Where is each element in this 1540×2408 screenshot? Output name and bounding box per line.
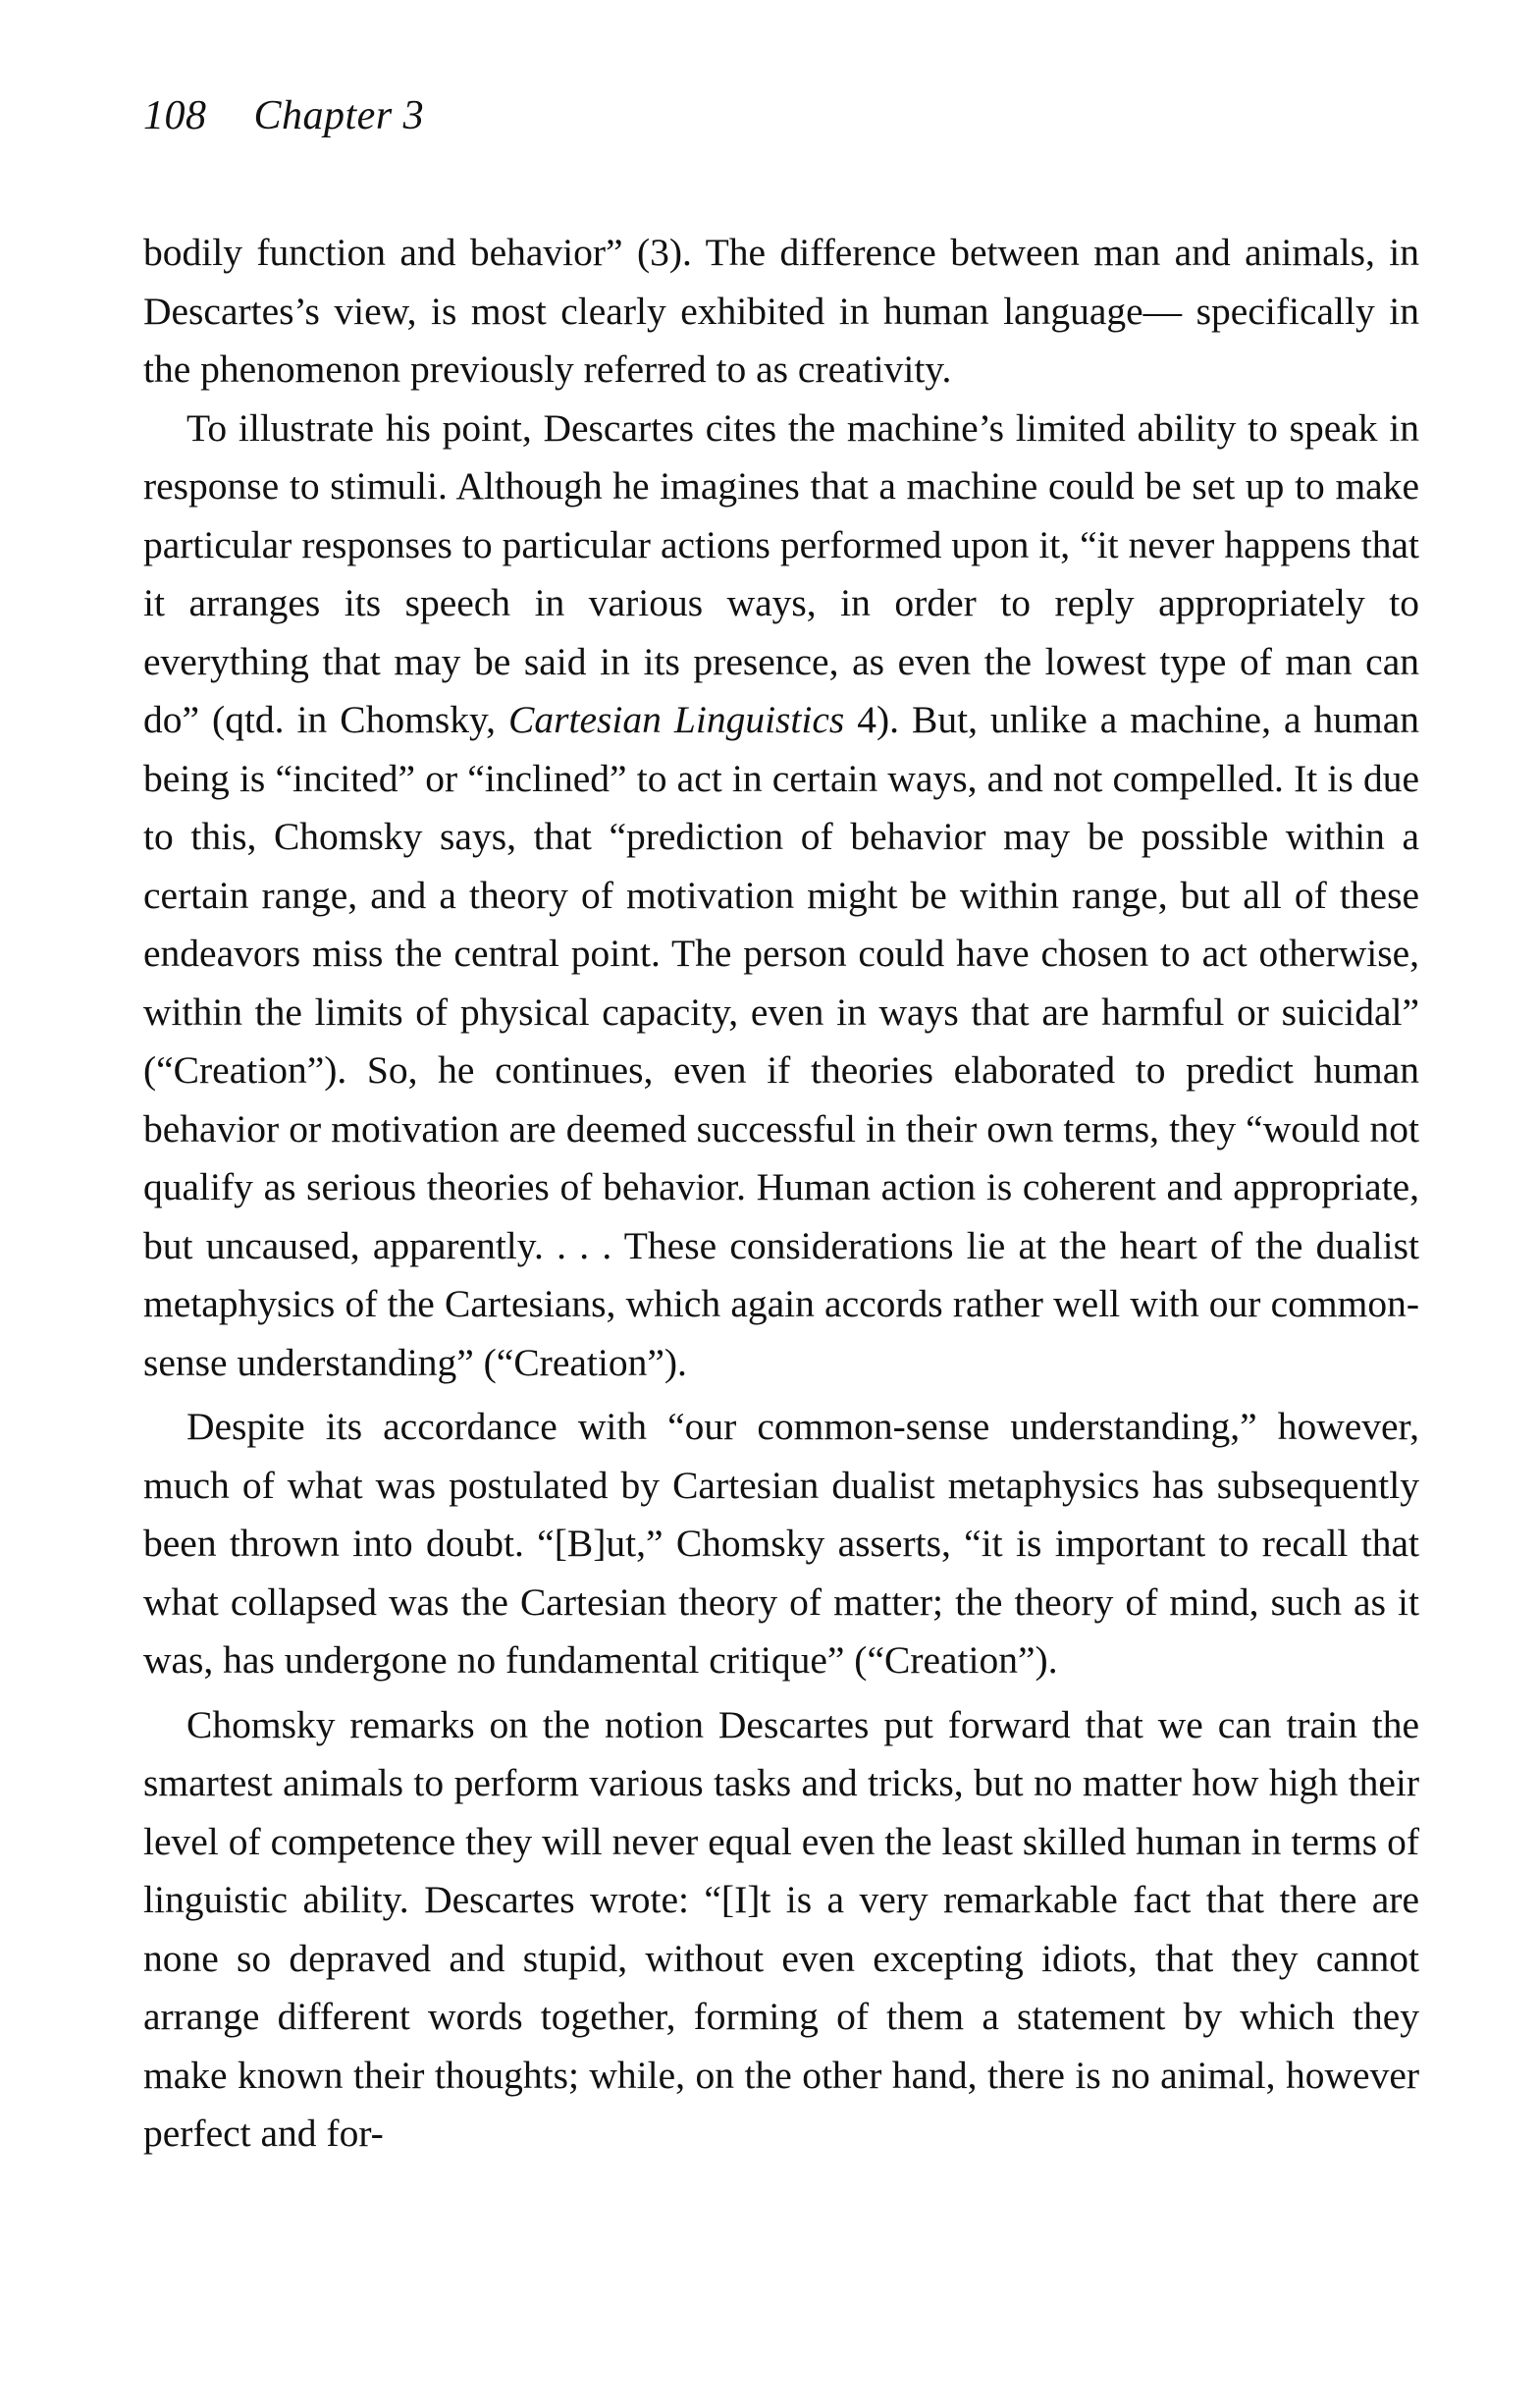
paragraph-2-part-1: To illustrate his point, Descartes cites the machine’s limited ability to speak in response to stimuli. Although he imagines that a machine could be set up to make particular responses to particular actions performed upon it, “it never happens that it arranges its speech in various ways, in order to reply appropriately to everything that may be said in its presence, as even the lowest type of man can do” (qtd. in Chomsky, (143, 405, 1419, 741)
book-page (143, 86, 1419, 2164)
page-number: 108 (143, 93, 207, 138)
running-head (143, 86, 1419, 145)
book-title-italic: Cartesian Linguistics (508, 698, 845, 741)
paragraph-3: Despite its accordance with “our common-sense understanding,” however, much of what was postulated by Cartesian dualist metaphysics has subsequently been thrown into doubt. “[B]ut,” Chomsky asserts, “it is important to recall that what collapsed was the Cartesian theory of matter; the theory of mind, such as it was, has undergone no fundamental critique” (“Creation”). (143, 1405, 1419, 1682)
paragraph-2 (143, 400, 1419, 1393)
chapter-title: Chapter 3 (253, 93, 425, 138)
paragraph-2-part-2: 4). But, unlike a machine, a human being is “incited” or “inclined” to act in certain ways, and not compelled. It is due to this, Chomsky says, that “prediction of behavior may be possible within a certain range, and a theory of motivation might be within range, but all of these endeavors miss the central point. The person could have chosen to act otherwise, within the limits of physical capacity, even in ways that are harmful or suicidal” (“Creation”). So, he continues, even if theories elaborated to predict human behavior or motivation are deemed successful in their own terms, they “would not qualify as serious theories of behavior. Human action is coherent and appropriate, but uncaused, apparently. . . . These considerations lie at the heart of the dualist metaphysics of the Cartesians, which again accords rather well with our common-sense understanding” (“Creation”). (143, 698, 1419, 1384)
body-text (143, 224, 1419, 2164)
paragraph-1: bodily function and behavior” (3). The difference between man and animals, in Descartes’s view, is most clearly exhibited in human language— specifically in the phenomenon previously referred to as creativity. (143, 231, 1419, 391)
paragraph-4: Chomsky remarks on the notion Descartes put forward that we can train the smartest animals to perform various tasks and tricks, but no matter how high their level of competence they will never equal even the least skilled human in terms of linguistic ability. Descartes wrote: “[I]t is a very remarkable fact that there are none so depraved and stupid, without even excepting idiots, that they cannot arrange different words together, forming of them a statement by which they make known their thoughts; while, on the other hand, there is no animal, however perfect and for- (143, 1702, 1419, 2155)
